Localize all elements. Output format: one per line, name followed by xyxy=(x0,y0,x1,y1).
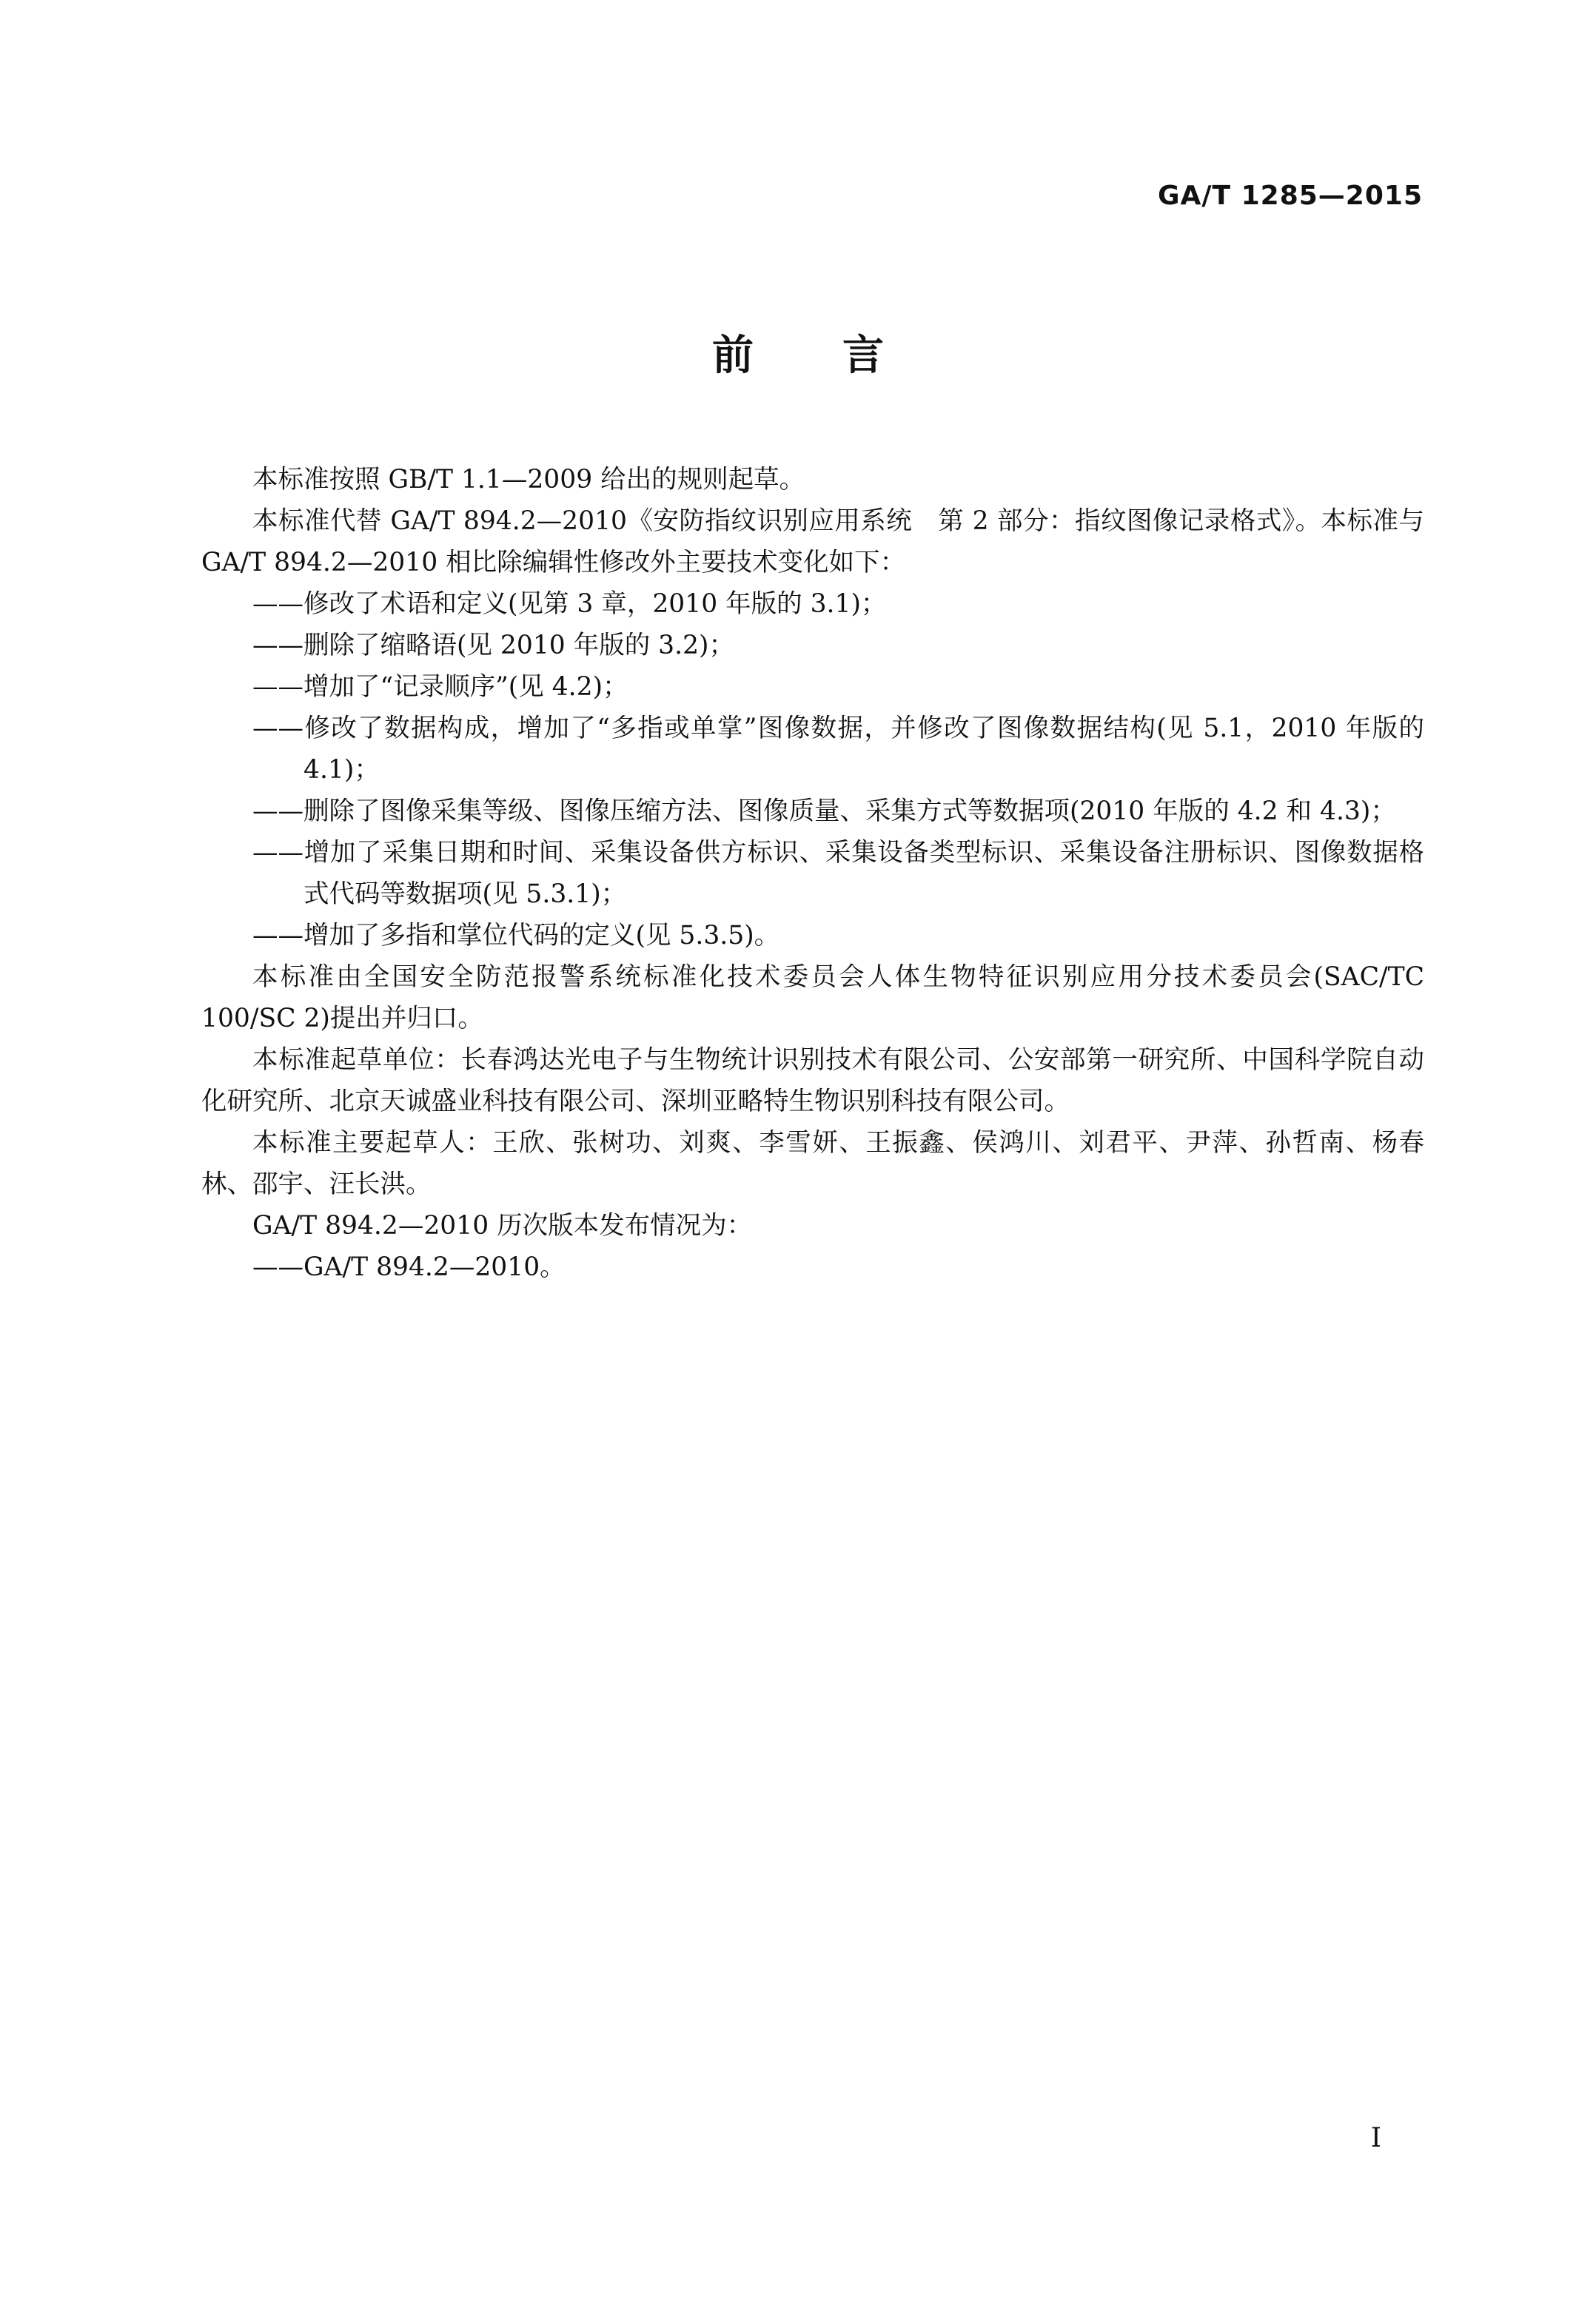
history-item: ——GA/T 894.2—2010。 xyxy=(252,1252,566,1282)
document-body xyxy=(201,459,1424,1288)
page-number: I xyxy=(1370,2123,1381,2153)
change-item: ——增加了“记录顺序”(见 4.2)； xyxy=(252,672,628,702)
paragraph-proposer: 本标准由全国安全防范报警系统标准化技术委员会人体生物特征识别应用分技术委员会(SAC/TC 100/SC 2)提出并归口。 xyxy=(201,962,1424,1033)
paragraph-drafting-rules: 本标准按照 GB/T 1.1—2009 给出的规则起草。 xyxy=(252,465,805,494)
change-item: ——修改了术语和定义(见第 3 章，2010 年版的 3.1)； xyxy=(252,589,887,619)
paragraph-drafting-units: 本标准起草单位：长春鸿达光电子与生物统计识别技术有限公司、公安部第一研究所、中国科学院自动化研究所、北京天诚盛业科技有限公司、深圳亚略特生物识别科技有限公司。 xyxy=(201,1045,1424,1116)
paragraph-drafters: 本标准主要起草人：王欣、张树功、刘爽、李雪妍、王振鑫、侯鸿川、刘君平、尹萍、孙哲南、杨春林、邵宇、汪长洪。 xyxy=(201,1128,1424,1199)
change-item: ——修改了数据构成，增加了“多指或单掌”图像数据，并修改了图像数据结构(见 5.1，2010 年版的 4.1)； xyxy=(252,714,1424,785)
paragraph-replacement: 本标准代替 GA/T 894.2—2010《安防指纹识别应用系统 第 2 部分：指纹图像记录格式》。本标准与 GA/T 894.2—2010 相比除编辑性修改外主要技术变化如下： xyxy=(201,506,1424,577)
change-item: ——增加了多指和掌位代码的定义(见 5.3.5)。 xyxy=(252,921,780,950)
paragraph-history-intro: GA/T 894.2—2010 历次版本发布情况为： xyxy=(252,1211,753,1241)
change-item: ——增加了采集日期和时间、采集设备供方标识、采集设备类型标识、采集设备注册标识、图像数据格式代码等数据项(见 5.3.1)； xyxy=(252,838,1424,909)
page-title: 前言 xyxy=(712,332,973,380)
change-item: ——删除了图像采集等级、图像压缩方法、图像质量、采集方式等数据项(2010 年版的 4.2 和 4.3)； xyxy=(252,796,1396,826)
change-item: ——删除了缩略语(见 2010 年版的 3.2)； xyxy=(252,631,734,660)
standard-code: GA/T 1285—2015 xyxy=(1157,181,1423,211)
